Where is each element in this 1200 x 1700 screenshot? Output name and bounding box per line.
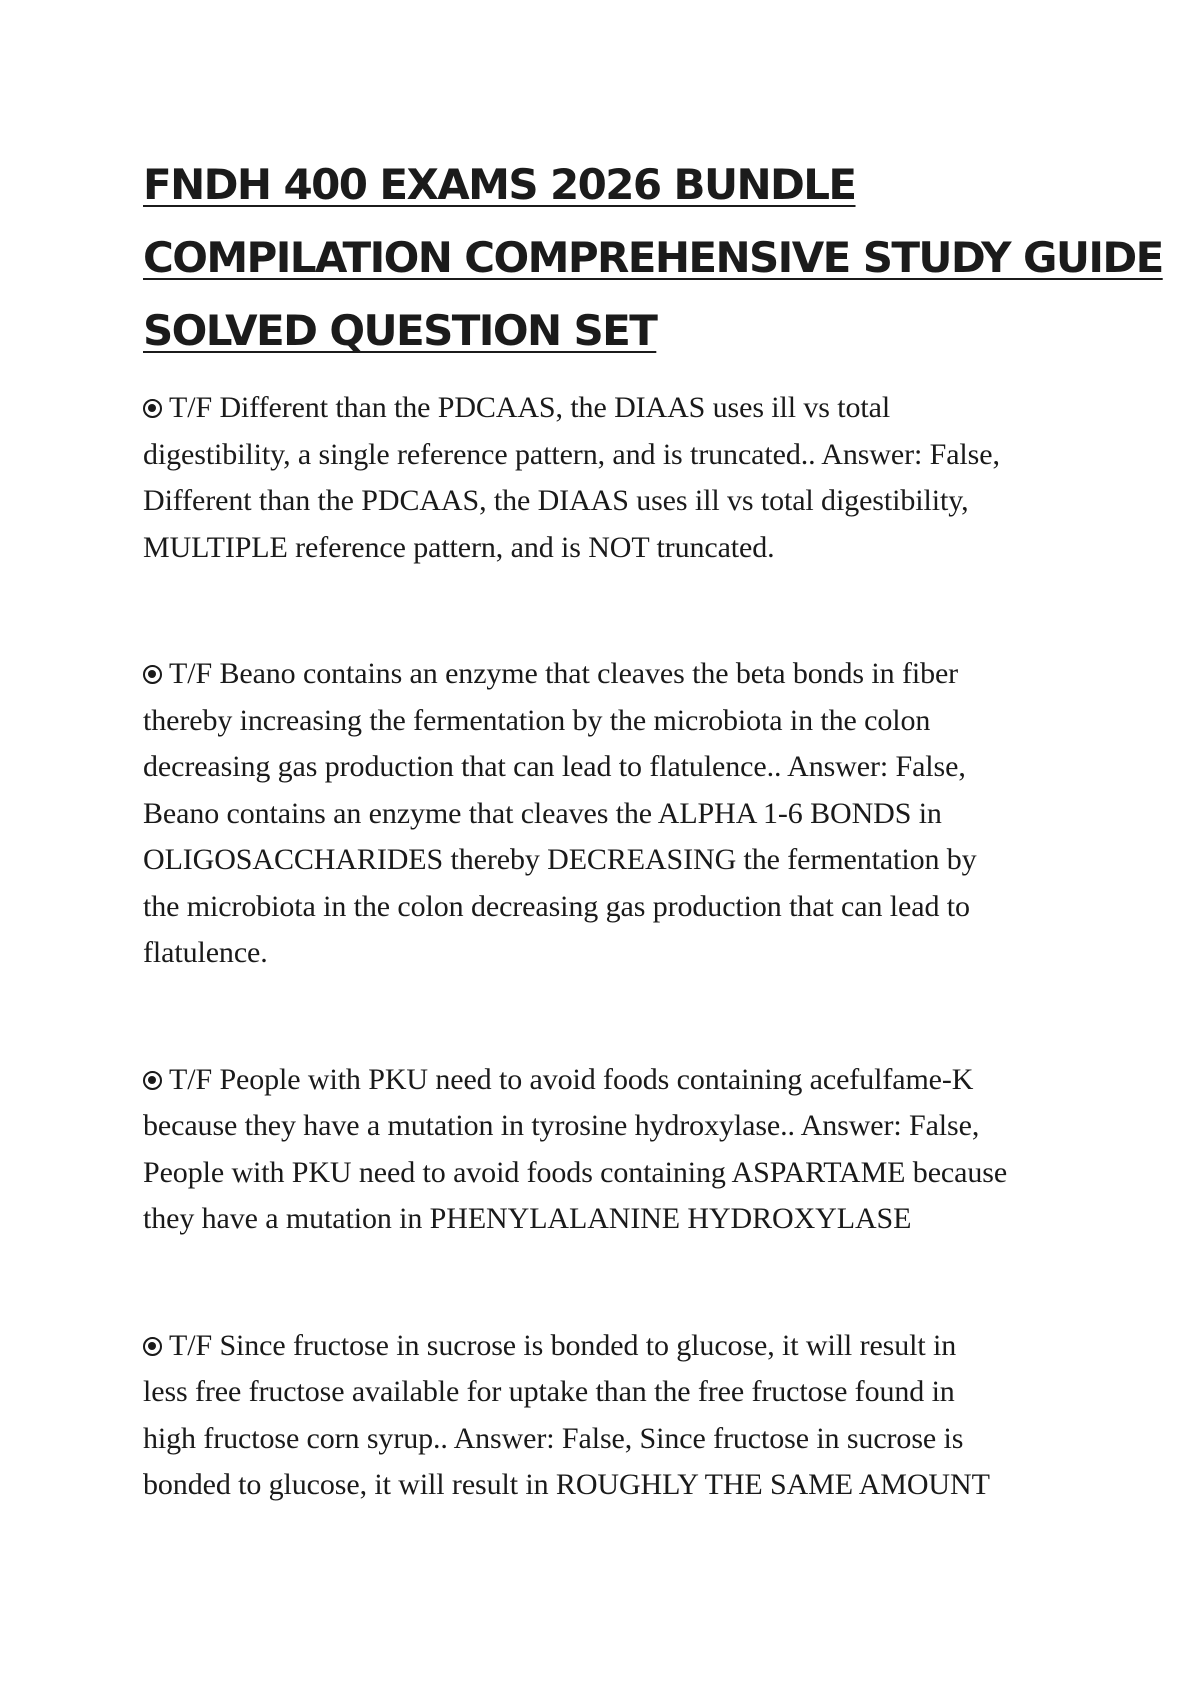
bullet-icon bbox=[143, 1337, 162, 1356]
bullet-icon bbox=[143, 1071, 162, 1090]
document-content bbox=[143, 148, 1163, 1509]
title-line: COMPILATION COMPREHENSIVE STUDY GUIDE bbox=[143, 233, 1163, 282]
bullet-icon bbox=[143, 399, 162, 418]
document-title bbox=[143, 148, 1163, 367]
question-3: T/F People with PKU need to avoid foods containing acefulfame-K because they have a mutation in tyrosine hydroxylase.. Answer: False, People with PKU need to avoid foods containing ASPARTAME because they have a mutation in PHENYLALANINE HYDROXYLASE bbox=[143, 1062, 1008, 1235]
question-2: T/F Beano contains an enzyme that cleaves the beta bonds in fiber thereby increasing the fermentation by the microbiota in the colon decreasing gas production that can lead to flatulence.. Answer: False, Beano contains an enzyme that cleaves the ALPHA 1-6 BONDS in OLIGOSACCHARIDES thereby DECREASING the fermentation by the microbiota in the colon decreasing gas production that can lead to flatulence. bbox=[143, 657, 977, 969]
bullet-icon bbox=[143, 665, 162, 684]
question-1: T/F Different than the PDCAAS, the DIAAS uses ill vs total digestibility, a single reference pattern, and is truncated.. Answer: False, Different than the PDCAAS, the DIAAS uses ill vs total digestibility, MULTIPLE reference pattern, and is NOT truncated. bbox=[143, 391, 1000, 564]
question-4: T/F Since fructose in sucrose is bonded to glucose, it will result in less free fructose available for uptake than the free fructose found in high fructose corn syrup.. Answer: False, Since fructose in sucrose is bonded to glucose, it will result in ROUGHLY THE SAME AMOUNT bbox=[143, 1328, 990, 1501]
title-line: SOLVED QUESTION SET bbox=[143, 306, 657, 355]
title-line: FNDH 400 EXAMS 2026 BUNDLE bbox=[143, 160, 856, 209]
